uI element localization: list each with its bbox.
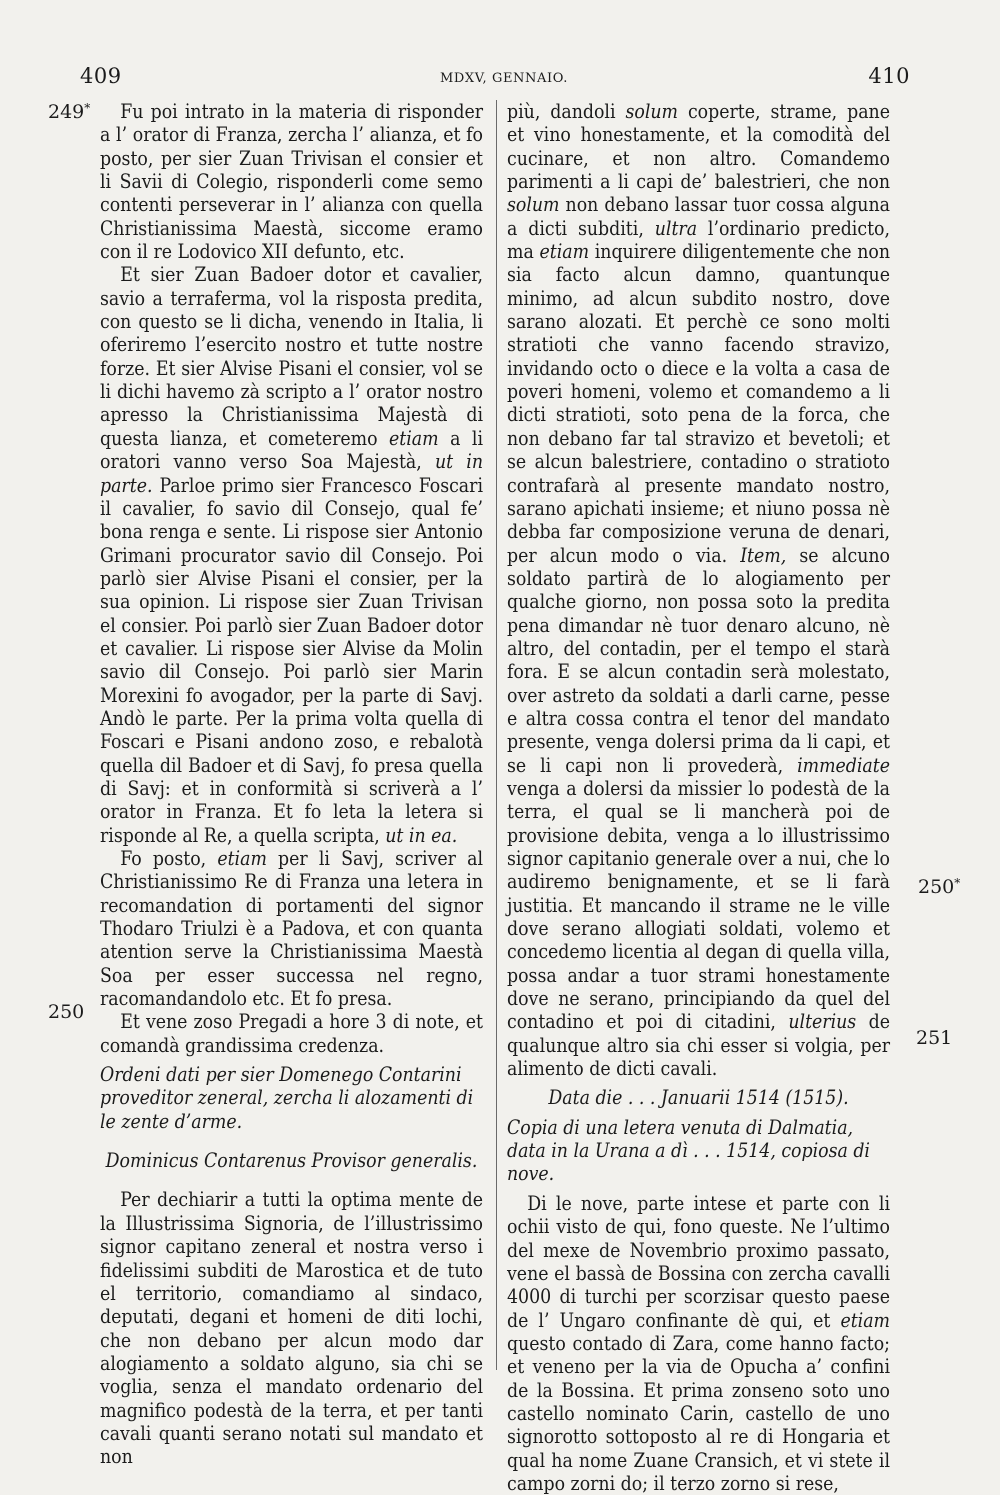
paragraph: Et vene zoso Pregadi a hore 3 di note, et comandà grandissima credenza. — [100, 1010, 483, 1057]
page-number-left: 409 — [80, 64, 122, 88]
margin-note-249: 249* — [48, 101, 91, 123]
margin-note-251: 251 — [916, 1027, 953, 1049]
paragraph: Fu poi intrato in la materia di risponder a l’ orator di Franza, zercha l’ alianza, et fo posto, per sier Zuan Trivisan el consier et li Savii di Colegio, risponderli come semo contenti perseverar in l’ alianza con quella Christianissima Maestà, siccome eramo con il re Lodovico XII defunto, etc. — [100, 100, 483, 264]
paragraph: più, dandoli solum coperte, strame, pane et vino honestamente, et la comodità del cucinare, et non altro. Comandemo parimenti a li capi de’ balestrieri, che non solum non debano lassar tuor cossa alguna a dicti subditi, ultra l’ordinario predicto, ma etiam inquirere diligentemente che non sia facto alcun damno, quantunque minimo, ad alcun subdito nostro, dove sarano alozati. Et perchè ce sono molti stratioti che vanno facendo stravizo, invidando octo o diece e la volta a casa de poveri homeni, volemo et comandemo a li dicti stratioti, soto pena de la forca, che non debano far tal stravizo et bevetoli; et se alcun balestriere, contadino o stratioto contrafarà al presente mandato nostro, sarano apichati insieme; et niuno possa nè debba far composizione veruna de denari, per alcun modo o via. Item, se alcuno soldato partirà de lo alogiamento per qualche giorno, non possa soto la predita pena dimandar nè tuor denaro alcuno, nè altro, del contadin, per el tempo el starà fora. E se alcun contadin serà molestato, over astreto da soldati a darli carne, pesse e altra cossa contra el tenor del mandato presente, venga dolersi prima da li capi, et se li capi non li provederà, immediate venga a dolersi da missier lo podestà de la terra, el qual se li mancherà poi de provisione debita, venga a lo illustrissimo signor capitanio generale over a nui, che lo audiremo benignamente, et se li farà justitia. Et mancando il strame ne le ville dove serano allogiati soldati, volemo et concedemo licentia al degan di quella villa, possa andar a tuor strami honestamente dove ne serano, principiando da quel del contadino et poi di citadini, ulterius de qualunque altro sia chi esser si volgia, per alimento de dicti cavali. — [507, 100, 891, 1081]
page-number-right: 410 — [868, 64, 910, 88]
paragraph: Et sier Zuan Badoer dotor et cavalier, savio a terraferma, vol la risposta predita, con questo se li dicha, venendo in Italia, li oferiremo l’esercito nostro et tutte nostre forze. Et sier Alvise Pisani el consier, vol se li dichi havemo zà scripto a l’ orator nostro apresso la Christianissima Majestà di questa lianza, et cometeremo etiam a li oratori vanno verso Soa Majestà, ut in parte. Parloe primo sier Francesco Foscari il cavalier, fo savio dil Consejo, qual fe’ bona renga e sente. Li rispose sier Antonio Grimani procurator savio dil Consejo. Poi parlò sier Alvise Pisani el consier, per la sua opinion. Li rispose sier Zuan Trivisan el consier. Poi parlò sier Zuan Badoer dotor et cavalier. Li rispose sier Alvise da Molin savio dil Consejo. Poi parlò sier Marin Morexini fo avogador, per la parte di Savj. Andò le parte. Per la prima volta quella di Foscari e Pisani andono zoso, e rebalotà quella dil Badoer et di Savj, fo presa quella di Savj: et in conformità si scriverà a l’ orator in Franza. Et fo leta la letera si risponde al Re, a quella scripta, ut in ea. — [100, 263, 483, 847]
margin-note-250-left: 250 — [48, 1001, 85, 1023]
left-column — [100, 100, 483, 1469]
column-divider — [496, 100, 497, 1370]
date-line: Data die . . . Januarii 1514 (1515). — [548, 1086, 849, 1110]
section-heading: Ordeni dati per sier Domenego Contarini proveditor zeneral, zercha li alozamenti di le zente d’arme. — [100, 1063, 474, 1133]
paragraph: Di le nove, parte intese et parte con li ochii visto de qui, fono queste. Ne l’ultimo del mexe de Novembrio proximo passato, vene el bassà de Bossina con zercha cavalli 4000 di turchi per scorzisar questo paese de l’ Ungaro confinante dè qui, et etiam questo contado di Zara, come hanno facto; et veneno per la via de Opucha a’ confini de la Bossina. Et prima zonseno soto uno castello nominato Carin, castello de uno signorotto sottoposto al re di Hongaria et qual ha nome Zuane Cransich, et vi stete il campo zorni do; il terzo zorno si rese, — [507, 1191, 890, 1495]
running-title: MDXV, GENNAIO. — [440, 71, 568, 86]
section-heading: Copia di una letera venuta di Dalmatia, data in la Urana a dì . . . 1514, copiosa di nove. — [507, 1115, 870, 1186]
page-header — [80, 64, 910, 94]
document-title: Dominicus Contarenus Provisor generalis. — [105, 1149, 478, 1173]
right-column — [507, 100, 890, 1495]
paragraph: Fo posto, etiam per li Savj, scriver al Christianissimo Re di Franza una letera in recomandation di portamenti del signor Thodaro Triulzi è a Padova, et con quanta atention serve la Christianissima Maestà Soa per esser successa nel regno, racomandandolo etc. Et fo presa. — [100, 847, 483, 1011]
paragraph: Per dechiarir a tutti la optima mente de la Illustrissima Signoria, de l’illustrissimo signor capitano zeneral et nostra verso i fidelissimi subditi de Marostica et de tuto el territorio, comandiamo al sindaco, deputati, degani et homeni de diti lochi, che non debano per alcun modo dar alogiamento a soldato alguno, sia chi se voglia, senza el mandato ordenario del magnifico podestà de la terra, et per tanti cavali quanti serano notati sul mandato et non — [100, 1188, 483, 1469]
margin-note-250-right: 250* — [918, 876, 961, 898]
